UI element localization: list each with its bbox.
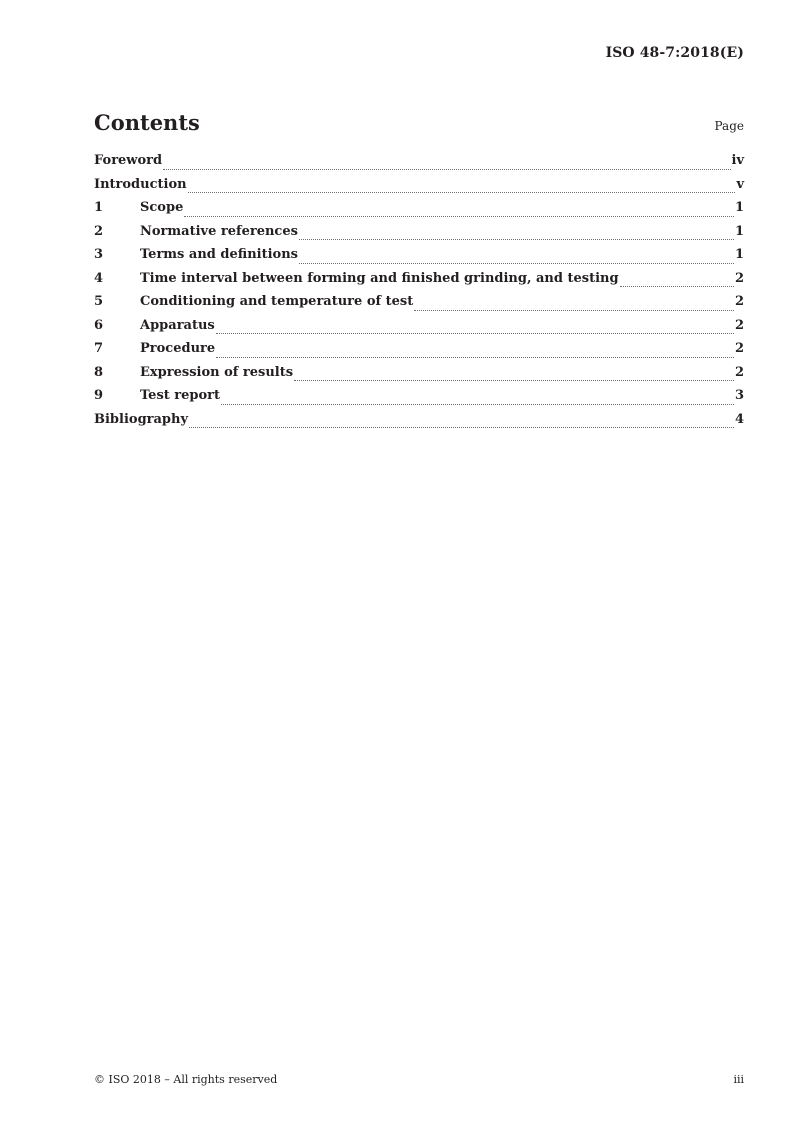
toc-leader-dots <box>189 427 734 428</box>
toc-leader-dots <box>294 380 734 381</box>
toc-leader-dots <box>188 192 736 193</box>
toc-entry-title: Conditioning and temperature of test <box>140 294 414 309</box>
toc-entry-page: 2 <box>734 341 744 356</box>
toc-leader-dots <box>414 310 734 311</box>
toc-entry-page: v <box>736 176 744 192</box>
toc-entry-title: Time interval between forming and finished grinding, and testing <box>140 270 619 286</box>
toc-entry-number: 2 <box>94 223 104 239</box>
toc-entry-title: Expression of results <box>140 364 294 380</box>
toc-leader-dots <box>299 239 734 240</box>
toc-entry-foreword[interactable] <box>94 153 744 177</box>
toc-entry-number: 5 <box>94 294 104 309</box>
toc-entry-page: 1 <box>734 223 744 239</box>
toc-leader-dots <box>221 404 734 405</box>
toc-entry-apparatus[interactable] <box>94 318 744 342</box>
toc-entry-page: 3 <box>734 388 744 403</box>
toc-entry-scope[interactable] <box>94 200 744 224</box>
toc-entry-page: 2 <box>734 317 744 333</box>
toc-entry-title: Apparatus <box>140 317 215 333</box>
toc-leader-dots <box>163 169 730 170</box>
toc-entry-page: 1 <box>734 200 744 215</box>
toc-entry-number: 1 <box>94 200 104 215</box>
toc-leader-dots <box>299 263 734 264</box>
toc-entry-title: Bibliography <box>94 411 189 427</box>
toc-entry-test-report[interactable] <box>94 388 744 412</box>
toc-entry-title: Normative references <box>140 223 298 239</box>
toc-entry-expression-of-results[interactable] <box>94 365 744 389</box>
toc-entry-procedure[interactable] <box>94 341 744 365</box>
toc-entry-title: Terms and definitions <box>140 247 298 262</box>
toc-entry-page: 4 <box>734 411 744 427</box>
toc-entry-number: 9 <box>94 388 104 403</box>
toc-entry-terms-and-definitions[interactable] <box>94 247 744 271</box>
toc-entry-bibliography[interactable] <box>94 412 744 436</box>
footer-page-number: iii <box>733 1073 744 1086</box>
toc-entry-title: Procedure <box>140 341 216 356</box>
toc-leader-dots <box>216 333 734 334</box>
contents-title: Contents <box>94 110 200 135</box>
toc-entry-title: Introduction <box>94 176 187 192</box>
toc-entry-conditioning[interactable] <box>94 294 744 318</box>
toc-entry-page: iv <box>731 153 744 168</box>
toc-leader-dots <box>184 216 734 217</box>
table-of-contents <box>94 153 744 435</box>
toc-entry-normative-references[interactable] <box>94 224 744 248</box>
toc-entry-page: 2 <box>734 294 744 309</box>
page-footer <box>94 1073 744 1086</box>
toc-leader-dots <box>620 286 734 287</box>
toc-entry-title: Test report <box>140 388 221 403</box>
contents-header <box>94 110 744 135</box>
toc-entry-number: 7 <box>94 341 104 356</box>
toc-entry-number: 3 <box>94 247 104 262</box>
document-id: ISO 48-7:2018(E) <box>605 45 744 61</box>
toc-entry-page: 2 <box>734 364 744 380</box>
toc-entry-title: Scope <box>140 200 184 215</box>
toc-entry-number: 8 <box>94 364 104 380</box>
toc-entry-introduction[interactable] <box>94 177 744 201</box>
toc-entry-page: 2 <box>734 270 744 286</box>
toc-entry-page: 1 <box>734 247 744 262</box>
toc-entry-number: 6 <box>94 317 104 333</box>
toc-entry-number: 4 <box>94 270 104 286</box>
toc-entry-title: Foreword <box>94 153 163 168</box>
copyright-notice: © ISO 2018 – All rights reserved <box>94 1073 278 1086</box>
page-column-label: Page <box>714 119 744 133</box>
toc-leader-dots <box>216 357 734 358</box>
toc-entry-time-interval[interactable] <box>94 271 744 295</box>
